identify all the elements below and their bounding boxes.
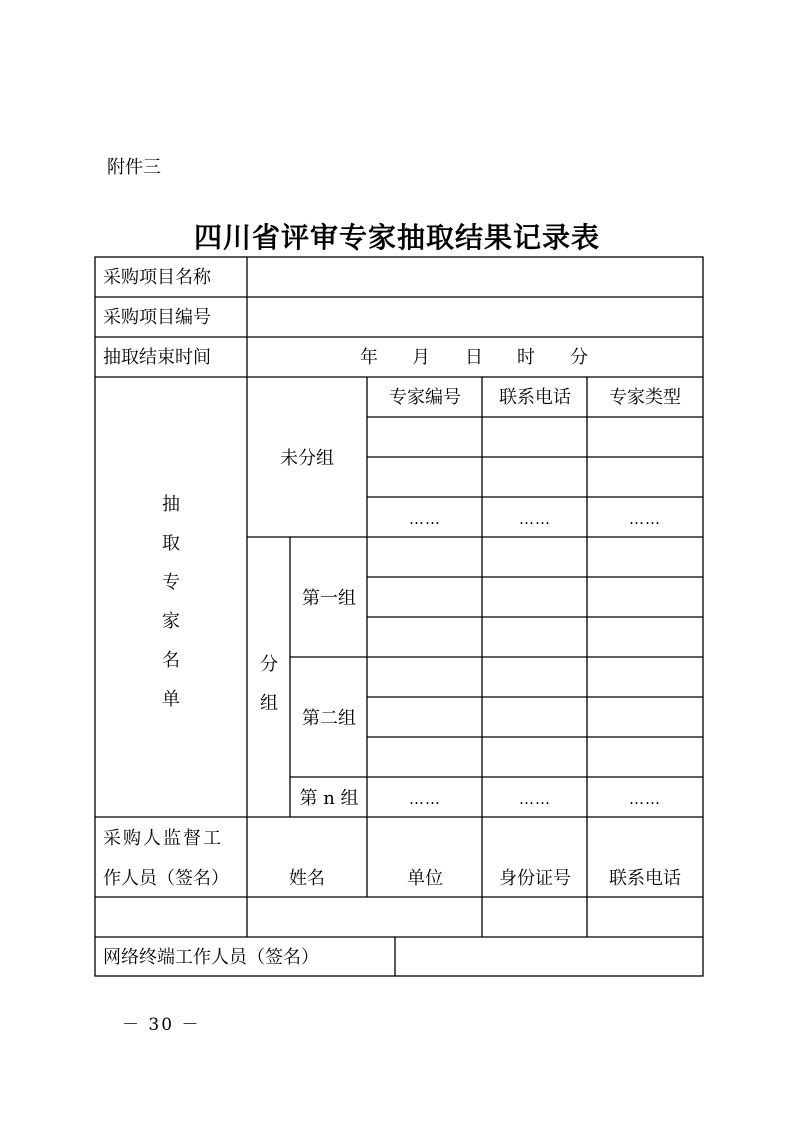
ellipsis: …… (409, 510, 441, 528)
col-expert-type: 专家类型 (609, 387, 681, 408)
ellipsis: …… (629, 510, 661, 528)
time-unit-year: 年 (360, 347, 378, 368)
time-unit-month: 月 (412, 347, 430, 368)
grouped-label: 分 组 (260, 654, 278, 714)
ellipsis: …… (409, 790, 441, 808)
end-time-label: 抽取结束时间 (103, 347, 211, 368)
group-one-label: 第一组 (302, 588, 356, 609)
time-unit-hour: 时 (517, 347, 535, 368)
project-number-label: 采购项目编号 (103, 307, 211, 328)
project-name-label: 采购项目名称 (103, 267, 211, 288)
supervisor-label-line1: 采购人监督工 (103, 828, 223, 849)
ungrouped-label: 未分组 (280, 448, 334, 469)
time-unit-day: 日 (465, 347, 483, 368)
col-supervisor-phone: 联系电话 (609, 868, 681, 889)
col-expert-number: 专家编号 (389, 387, 461, 408)
ellipsis: …… (629, 790, 661, 808)
group-n-label: 第 n 组 (299, 788, 359, 809)
network-staff-label: 网络终端工作人员（签名） (103, 947, 319, 968)
ellipsis: …… (519, 790, 551, 808)
col-contact-phone: 联系电话 (499, 387, 571, 408)
attachment-label: 附件三 (107, 157, 161, 178)
supervisor-label-line2: 作人员（签名） (103, 868, 229, 889)
expert-list-label: 抽 取 专 家 名 单 (162, 494, 180, 710)
group-two-label: 第二组 (302, 708, 356, 729)
page-title: 四川省评审专家抽取结果记录表 (193, 221, 600, 254)
col-name: 姓名 (289, 868, 325, 889)
col-id-number: 身份证号 (499, 868, 571, 889)
ellipsis: …… (519, 510, 551, 528)
page-number: － 30 － (122, 1015, 201, 1035)
col-unit: 单位 (407, 868, 443, 889)
time-unit-minute: 分 (570, 347, 588, 368)
